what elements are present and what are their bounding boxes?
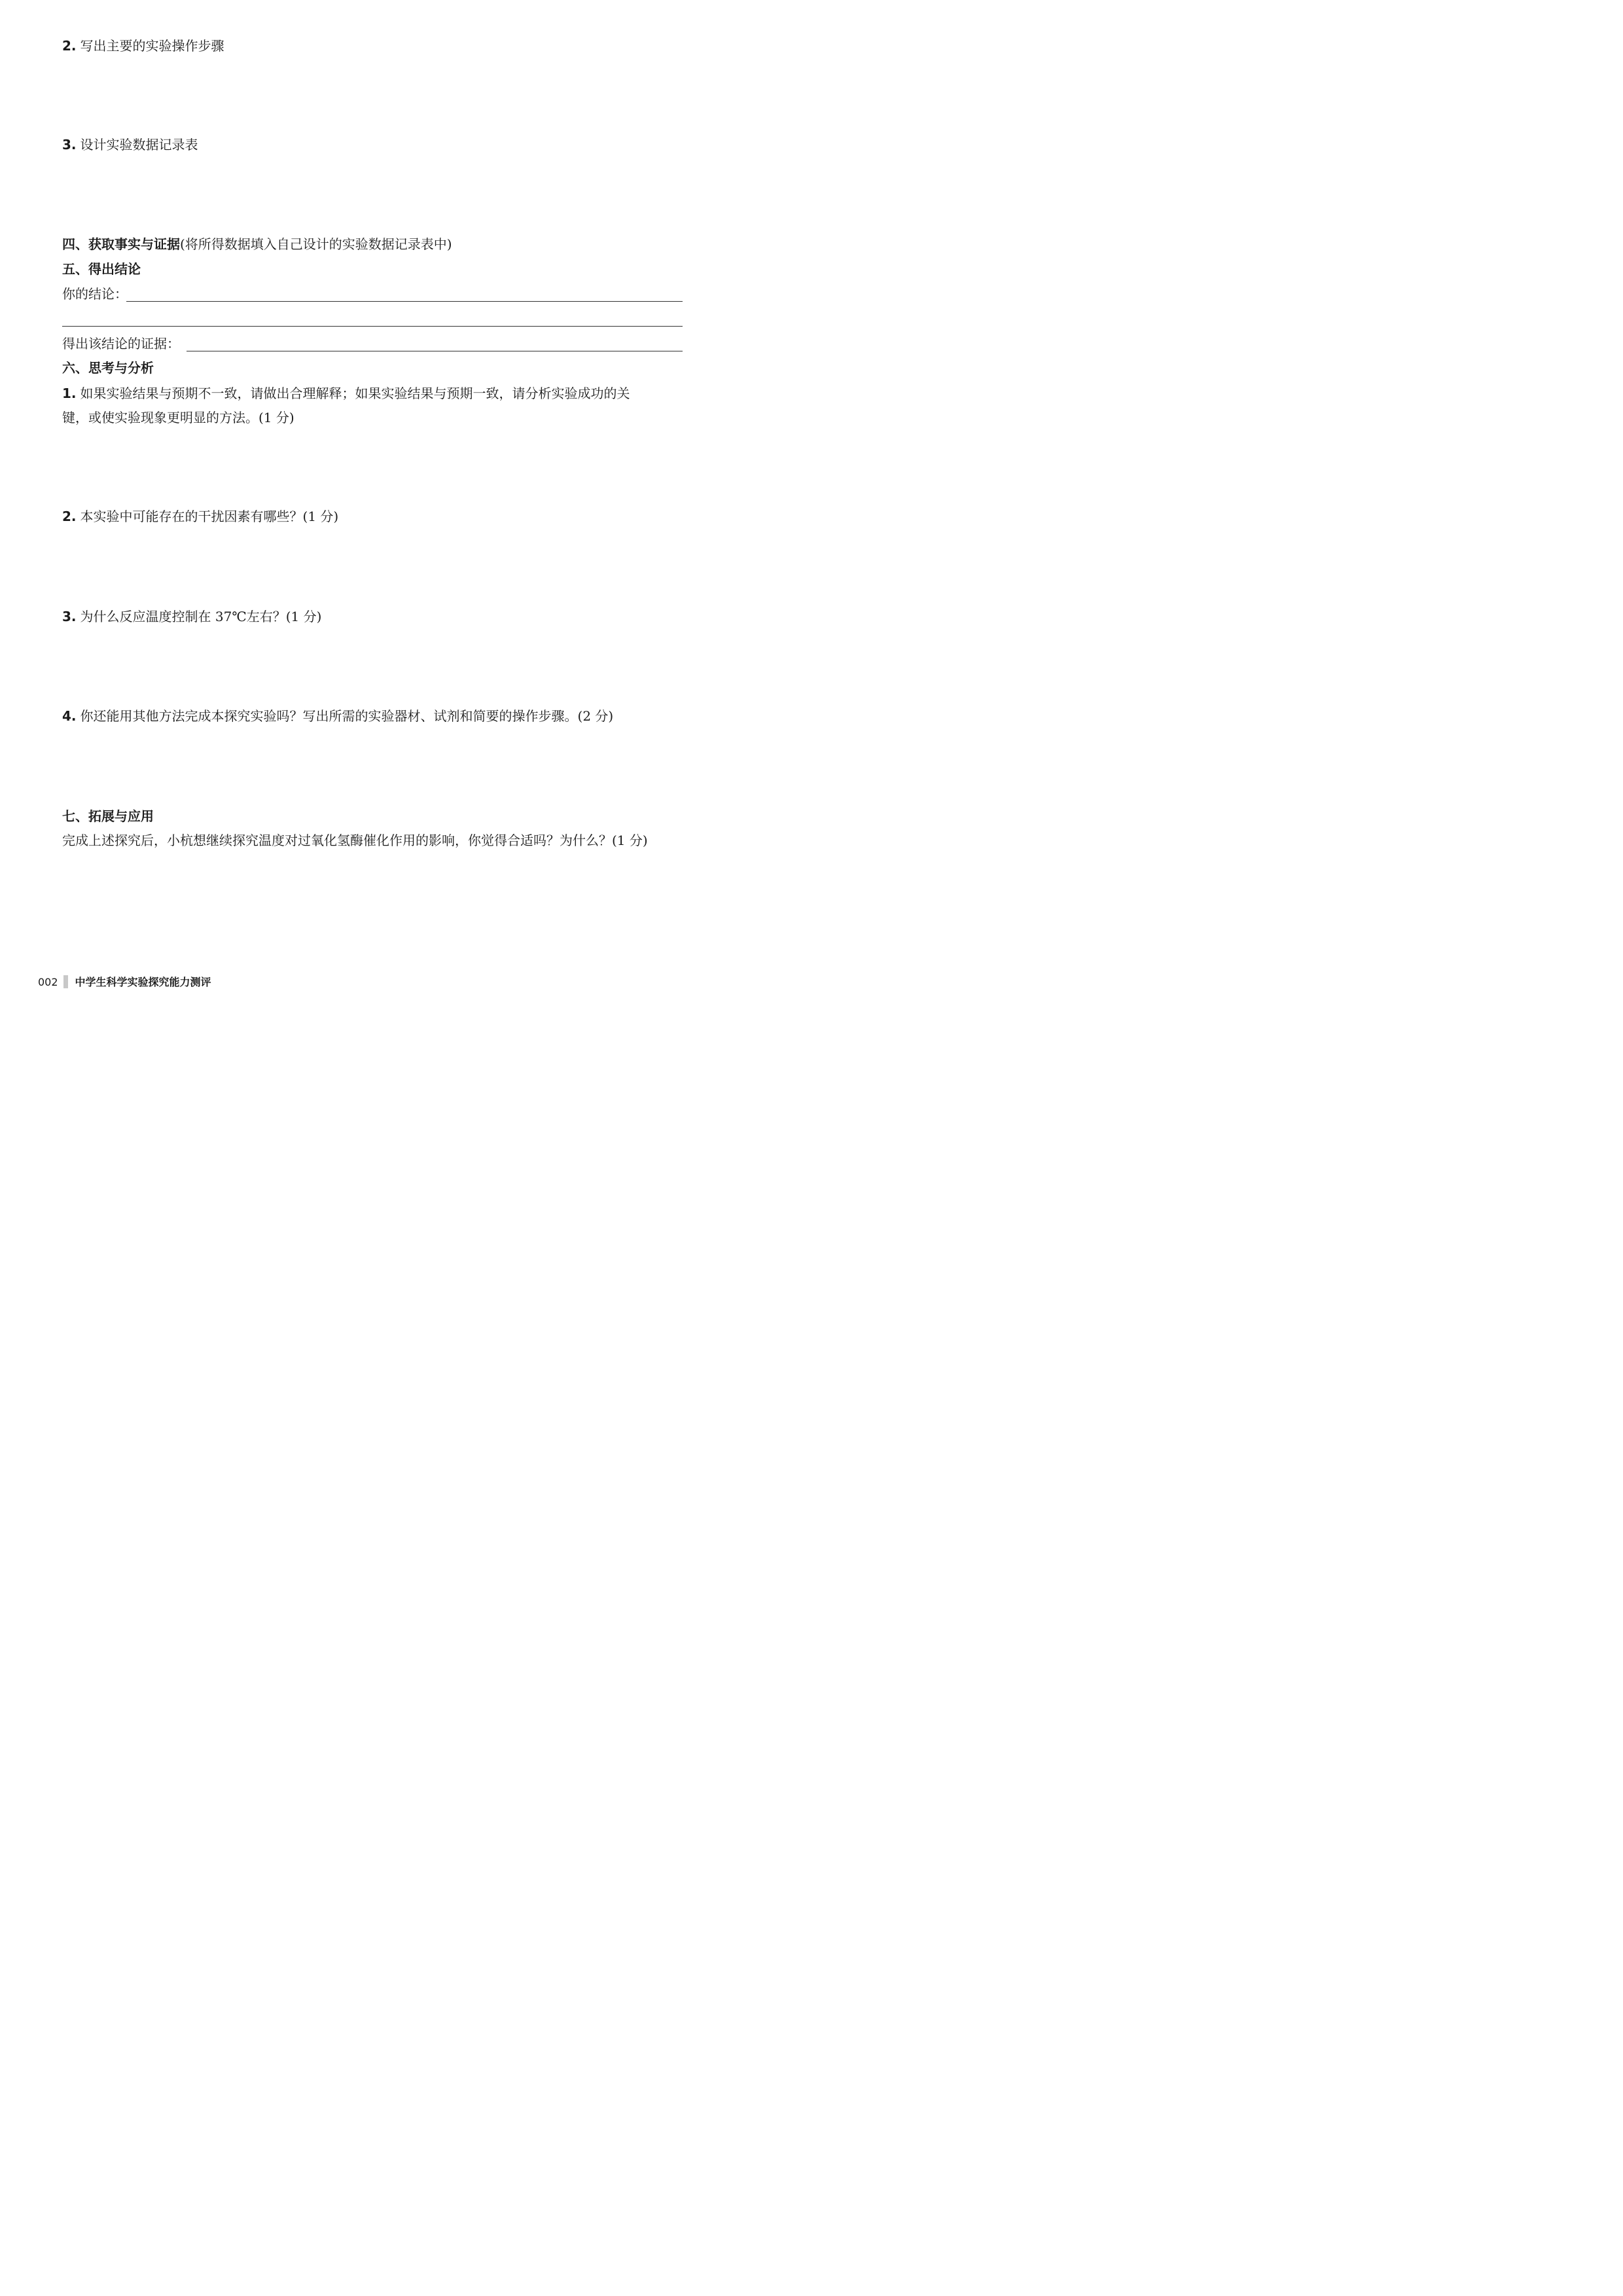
section-4-heading [62,235,452,253]
analysis-question-1-continued: 键，或使实验现象更明显的方法。(1 分) [62,410,294,425]
design-question-2 [62,37,224,55]
question-text: 写出主要的实验操作步骤 [80,38,224,54]
section-note: (将所得数据填入自己设计的实验数据记录表中) [180,236,452,252]
conclusion-label: 你的结论： [62,286,128,302]
question-text: 你还能用其他方法完成本探究实验吗？写出所需的实验器材、试剂和简要的操作步骤。(2 分) [80,708,614,724]
section-6-heading: 六、思考与分析 [62,360,154,376]
question-number: 1. [62,386,77,401]
analysis-question-4 [62,707,613,725]
design-question-3 [62,135,198,154]
question-text: 本实验中可能存在的干扰因素有哪些？(1 分) [80,509,339,524]
analysis-question-1 [62,384,630,403]
analysis-question-3 [62,607,321,626]
question-text: 设计实验数据记录表 [80,137,198,152]
question-number: 3. [62,609,77,624]
conclusion-answer-line-2[interactable] [62,326,683,327]
section-7-text: 完成上述探究后，小杭想继续探究温度对过氧化氢酶催化作用的影响，你觉得合适吗？为什么？(1 分) [62,833,648,848]
book-title: 中学生科学实验探究能力测评 [75,976,211,988]
section-5-heading: 五、得出结论 [62,261,141,277]
question-number: 4. [62,708,77,724]
section-title: 四、获取事实与证据 [62,236,180,252]
page-footer [38,975,211,990]
evidence-label: 得出该结论的证据： [62,336,180,351]
question-text: 为什么反应温度控制在 37℃左右？(1 分) [80,609,322,624]
analysis-question-2 [62,507,338,526]
question-text-line-1: 如果实验结果与预期不一致，请做出合理解释；如果实验结果与预期一致，请分析实验成功的关 [80,386,630,401]
conclusion-answer-line-1[interactable] [126,301,683,302]
question-number: 3. [62,137,77,152]
question-number: 2. [62,38,77,54]
question-number: 2. [62,509,77,524]
page-number: 002 [38,976,58,988]
footer-divider [63,975,68,988]
section-7-heading: 七、拓展与应用 [62,808,154,824]
